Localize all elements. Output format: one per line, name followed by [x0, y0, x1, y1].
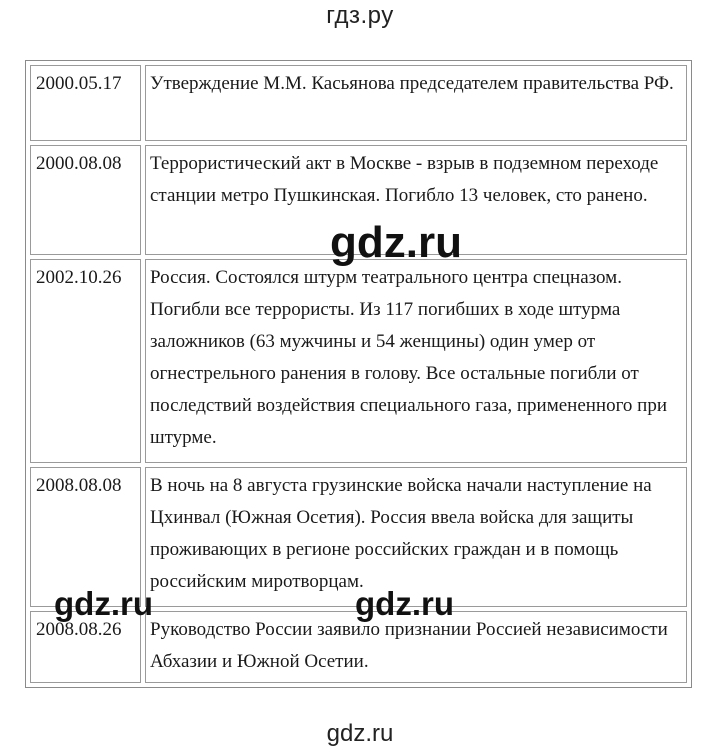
site-header: гдз.ру — [326, 2, 394, 29]
events-table — [25, 60, 692, 688]
description-cell: Россия. Состоялся штурм театрального центра спецназом. Погибли все террористы. Из 117 погибших в ходе штурма заложников (63 мужчины и 54 женщины) один умер от огнестрельного ранения в голову. Все остальные погибли от последствий воздействия специального газа, примененного при штурме. — [145, 259, 687, 463]
date-cell: 2002.10.26 — [30, 259, 141, 463]
date-cell: 2000.08.08 — [30, 145, 141, 255]
table-row — [30, 145, 687, 255]
table-row — [30, 259, 687, 463]
watermark-large: gdz.ru — [330, 218, 462, 267]
description-cell: Утверждение М.М. Касьянова председателем правительства РФ. — [145, 65, 687, 141]
watermark-left: gdz.ru — [54, 585, 153, 622]
date-cell: 2008.08.08 — [30, 467, 141, 607]
site-footer: gdz.ru — [326, 720, 394, 747]
table-row — [30, 611, 687, 683]
date-cell: 2000.05.17 — [30, 65, 141, 141]
watermark-middle: gdz.ru — [355, 585, 454, 622]
description-cell: Руководство России заявило признании Россией независимости Абхазии и Южной Осетии. — [145, 611, 687, 683]
table-row — [30, 65, 687, 141]
table-row — [30, 467, 687, 607]
description-cell: Террористический акт в Москве - взрыв в подземном переходе станции метро Пушкинская. Погибло 13 человек, сто ранено. — [145, 145, 687, 255]
date-cell: 2008.08.26 — [30, 611, 141, 683]
description-cell: В ночь на 8 августа грузинские войска начали наступление на Цхинвал (Южная Осетия). Россия ввела войска для защиты проживающих в регионе российских граждан и в помощь российским миротворцам. — [145, 467, 687, 607]
